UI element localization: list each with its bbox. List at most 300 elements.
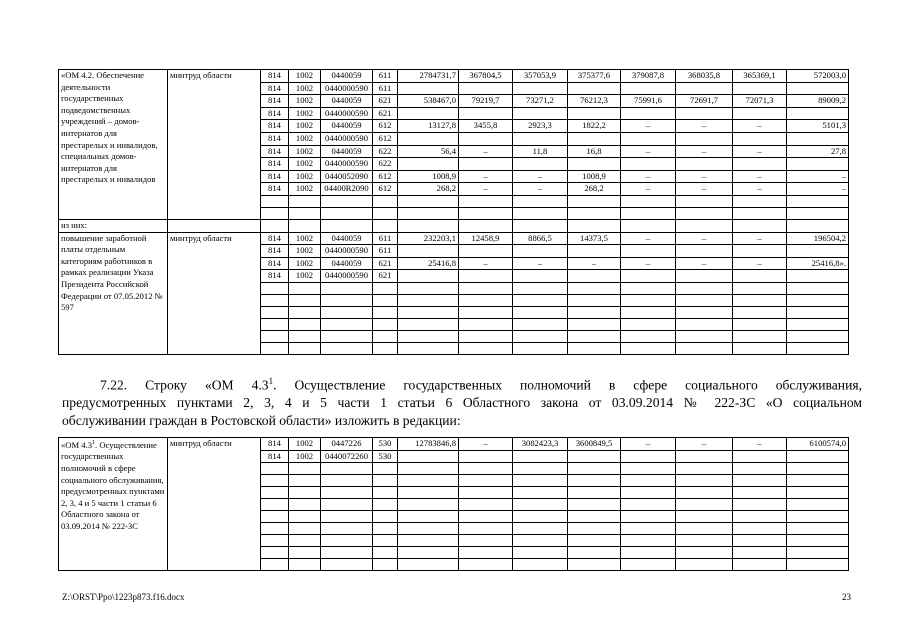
table-cell <box>261 342 289 354</box>
table-cell <box>373 535 398 547</box>
table-cell: 814 <box>261 257 289 270</box>
table-cell: 11,8 <box>513 145 568 158</box>
table-cell: 3600849,5 <box>568 438 621 451</box>
table-cell <box>398 82 459 95</box>
table-cell <box>459 499 513 511</box>
table-cell: – <box>459 170 513 183</box>
table-cell: 268,2 <box>568 183 621 196</box>
table-cell <box>373 330 398 342</box>
table-cell <box>676 195 733 207</box>
of-which-label: из них: <box>59 219 168 232</box>
table-cell <box>568 306 621 318</box>
table-cell <box>459 82 513 95</box>
table-cell: – <box>621 183 676 196</box>
table-cell <box>568 535 621 547</box>
table-cell <box>398 330 459 342</box>
table-cell <box>459 450 513 463</box>
table-row <box>59 232 849 245</box>
table-cell <box>513 158 568 171</box>
table-cell <box>568 487 621 499</box>
table-cell <box>568 107 621 120</box>
table-cell: 75991,6 <box>621 95 676 108</box>
table-cell <box>621 511 676 523</box>
table-cell <box>289 487 321 499</box>
table-cell <box>289 282 321 294</box>
ministry-cell: минтруд области <box>168 232 261 354</box>
table-cell <box>398 487 459 499</box>
table-cell <box>733 158 787 171</box>
table-cell <box>459 547 513 559</box>
table-cell <box>373 487 398 499</box>
table-cell <box>568 282 621 294</box>
table-cell <box>398 559 459 571</box>
table-cell <box>787 559 849 571</box>
table-cell <box>513 475 568 487</box>
table-cell <box>459 219 513 232</box>
table-cell <box>676 219 733 232</box>
table-cell: 3455,8 <box>459 120 513 133</box>
table-cell <box>459 245 513 258</box>
table-cell <box>321 475 373 487</box>
table-cell <box>261 487 289 499</box>
table-cell <box>787 306 849 318</box>
table-cell: 1002 <box>289 257 321 270</box>
paragraph-line-3: обслуживании граждан в Ростовской области» изложить в редакции: <box>62 412 461 428</box>
table-cell <box>621 282 676 294</box>
table-cell <box>261 511 289 523</box>
table-cell <box>513 219 568 232</box>
table-cell: 622 <box>373 145 398 158</box>
table-row <box>59 438 849 451</box>
table-cell: – <box>621 145 676 158</box>
table-cell <box>289 207 321 219</box>
table-cell: 1002 <box>289 82 321 95</box>
table-cell <box>568 342 621 354</box>
table-cell: 1002 <box>289 158 321 171</box>
table-cell <box>787 511 849 523</box>
table-cell <box>398 158 459 171</box>
table-cell <box>676 475 733 487</box>
table-cell <box>568 450 621 463</box>
ministry-cell: минтруд области <box>168 438 261 571</box>
table-cell <box>787 342 849 354</box>
table-cell <box>321 219 373 232</box>
table-cell: 0440072260 <box>321 450 373 463</box>
page-number: 23 <box>842 592 851 602</box>
table-cell: 0440059 <box>321 70 373 83</box>
table-cell <box>676 559 733 571</box>
table-cell <box>289 219 321 232</box>
table-cell <box>321 294 373 306</box>
table-cell <box>676 107 733 120</box>
table-cell <box>459 318 513 330</box>
table-cell <box>621 294 676 306</box>
table-cell <box>621 195 676 207</box>
table-cell <box>568 475 621 487</box>
table-cell: – <box>621 170 676 183</box>
table-cell <box>261 523 289 535</box>
table-cell <box>289 306 321 318</box>
table-cell <box>513 207 568 219</box>
table-cell: 572003,0 <box>787 70 849 83</box>
table-cell: 814 <box>261 158 289 171</box>
table-cell: 12783846,8 <box>398 438 459 451</box>
table-cell <box>289 318 321 330</box>
table-cell <box>676 207 733 219</box>
table-cell <box>289 523 321 535</box>
table-cell: 814 <box>261 132 289 145</box>
table-cell <box>733 547 787 559</box>
table-cell <box>289 342 321 354</box>
table-cell <box>289 499 321 511</box>
table-cell <box>321 306 373 318</box>
table-cell <box>787 294 849 306</box>
table-cell <box>261 207 289 219</box>
table-cell <box>621 450 676 463</box>
table-cell <box>676 499 733 511</box>
table-cell <box>733 306 787 318</box>
table-cell <box>787 207 849 219</box>
table-cell: 612 <box>373 120 398 133</box>
table-cell: 1002 <box>289 183 321 196</box>
table-cell: 1002 <box>289 107 321 120</box>
amendment-paragraph <box>62 373 862 429</box>
budget-table-om42 <box>58 69 849 355</box>
table-cell <box>676 306 733 318</box>
table-cell: 0440052090 <box>321 170 373 183</box>
table-cell: 530 <box>373 438 398 451</box>
table-cell: 814 <box>261 450 289 463</box>
table-cell <box>459 475 513 487</box>
table-cell <box>733 245 787 258</box>
table-cell: – <box>513 170 568 183</box>
table-cell <box>733 107 787 120</box>
table-cell: 1002 <box>289 70 321 83</box>
table-cell <box>787 499 849 511</box>
table-cell <box>373 523 398 535</box>
table-cell <box>261 535 289 547</box>
table-cell: 814 <box>261 183 289 196</box>
table-cell <box>621 107 676 120</box>
table-cell <box>621 499 676 511</box>
table-cell: 814 <box>261 120 289 133</box>
table-cell <box>733 318 787 330</box>
table-cell <box>513 132 568 145</box>
table-cell: 0440059 <box>321 120 373 133</box>
table-cell: 814 <box>261 232 289 245</box>
table-cell <box>733 523 787 535</box>
table-cell <box>398 535 459 547</box>
table-cell <box>513 535 568 547</box>
table-cell: 0440059 <box>321 257 373 270</box>
table-cell <box>787 450 849 463</box>
table-cell: 2784731,7 <box>398 70 459 83</box>
table-cell <box>321 207 373 219</box>
table-cell <box>398 132 459 145</box>
table-cell: – <box>676 232 733 245</box>
table-cell: 14373,5 <box>568 232 621 245</box>
table-cell <box>787 219 849 232</box>
table-row <box>59 219 849 232</box>
table-cell <box>513 523 568 535</box>
table-cell <box>676 245 733 258</box>
table-cell <box>733 535 787 547</box>
table-cell: 1002 <box>289 245 321 258</box>
table-cell <box>321 535 373 547</box>
table-cell <box>261 499 289 511</box>
table-cell: 612 <box>373 170 398 183</box>
table-cell <box>621 330 676 342</box>
table-cell: – <box>459 183 513 196</box>
table-cell <box>289 535 321 547</box>
table-cell <box>787 245 849 258</box>
table-cell <box>373 306 398 318</box>
table-cell: 0440000590 <box>321 132 373 145</box>
table-cell <box>568 207 621 219</box>
table-cell <box>373 499 398 511</box>
table-cell <box>733 330 787 342</box>
table-cell: 0440059 <box>321 95 373 108</box>
table-cell <box>787 535 849 547</box>
table-cell <box>398 219 459 232</box>
table-cell <box>513 499 568 511</box>
table-cell <box>459 158 513 171</box>
table-cell: 621 <box>373 270 398 283</box>
table-cell <box>289 330 321 342</box>
table-cell: 1002 <box>289 95 321 108</box>
table-cell: 538467,0 <box>398 95 459 108</box>
table-cell <box>676 158 733 171</box>
table-cell <box>398 450 459 463</box>
table-cell: 357053,9 <box>513 70 568 83</box>
table-cell: 72071,3 <box>733 95 787 108</box>
table-cell <box>321 511 373 523</box>
table-cell: 27,8 <box>787 145 849 158</box>
table-cell <box>513 511 568 523</box>
table-cell <box>321 195 373 207</box>
table-cell <box>568 559 621 571</box>
table-cell <box>733 450 787 463</box>
table-cell <box>621 559 676 571</box>
table-cell: 611 <box>373 245 398 258</box>
table-cell <box>373 547 398 559</box>
table-cell: 611 <box>373 82 398 95</box>
table-cell <box>261 559 289 571</box>
table-cell: – <box>733 145 787 158</box>
table-cell <box>398 475 459 487</box>
table-cell: 621 <box>373 107 398 120</box>
table-cell: – <box>459 257 513 270</box>
table-cell <box>289 475 321 487</box>
table-cell: 1008,9 <box>398 170 459 183</box>
table-cell <box>398 195 459 207</box>
table-cell: 365369,1 <box>733 70 787 83</box>
table-cell: 814 <box>261 438 289 451</box>
table-cell <box>676 82 733 95</box>
table-cell: 3082423,3 <box>513 438 568 451</box>
table-cell: 56,4 <box>398 145 459 158</box>
table-cell: 622 <box>373 158 398 171</box>
table-cell <box>676 523 733 535</box>
table-cell: – <box>513 257 568 270</box>
table-cell <box>289 294 321 306</box>
table-cell <box>459 107 513 120</box>
table-cell: – <box>459 438 513 451</box>
table-cell <box>398 306 459 318</box>
table-cell: 0440000590 <box>321 107 373 120</box>
table-cell <box>321 463 373 475</box>
table-cell: 6100574,0 <box>787 438 849 451</box>
table-cell <box>621 535 676 547</box>
paragraph-line-1: 7.22. Строку «ОМ $4.3^1$. Осуществление государственных полномочий в сфере социального обслуживания, <box>100 376 862 393</box>
table-cell: 1822,2 <box>568 120 621 133</box>
table-cell <box>373 195 398 207</box>
table-cell <box>459 330 513 342</box>
table-cell <box>513 245 568 258</box>
table-cell: 89009,2 <box>787 95 849 108</box>
table-cell <box>459 487 513 499</box>
table-cell <box>787 132 849 145</box>
table-cell: 0440000590 <box>321 245 373 258</box>
table-cell <box>513 463 568 475</box>
table-cell <box>289 195 321 207</box>
table-cell <box>373 282 398 294</box>
table-cell <box>459 207 513 219</box>
table-cell <box>289 547 321 559</box>
table-cell <box>321 487 373 499</box>
table-cell <box>398 107 459 120</box>
table-cell <box>787 487 849 499</box>
table-cell: – <box>513 183 568 196</box>
table-cell: 25416,8 <box>398 257 459 270</box>
table-cell <box>676 294 733 306</box>
table-cell <box>373 207 398 219</box>
table-cell: 25416,8». <box>787 257 849 270</box>
table-cell <box>787 463 849 475</box>
table-cell <box>568 547 621 559</box>
table-cell <box>513 294 568 306</box>
table-cell <box>373 318 398 330</box>
table-cell <box>787 330 849 342</box>
table-cell <box>513 107 568 120</box>
table-cell: 814 <box>261 70 289 83</box>
table-cell: 1002 <box>289 450 321 463</box>
table-cell <box>621 245 676 258</box>
table-cell <box>568 219 621 232</box>
table-cell <box>398 463 459 475</box>
table-cell <box>676 511 733 523</box>
table-cell <box>513 547 568 559</box>
table-cell <box>568 82 621 95</box>
table-cell <box>261 318 289 330</box>
table-cell <box>733 219 787 232</box>
table-cell: 530 <box>373 450 398 463</box>
table-cell: – <box>733 438 787 451</box>
table-cell: – <box>676 120 733 133</box>
table-cell <box>513 559 568 571</box>
table-cell: 196504,2 <box>787 232 849 245</box>
table-cell <box>787 523 849 535</box>
table-cell <box>568 330 621 342</box>
table-cell: 79219,7 <box>459 95 513 108</box>
table-cell: 1002 <box>289 232 321 245</box>
table-cell <box>676 318 733 330</box>
table-cell <box>676 535 733 547</box>
table-cell <box>621 132 676 145</box>
table-cell <box>459 535 513 547</box>
table-cell <box>568 158 621 171</box>
table-cell <box>676 270 733 283</box>
table-cell <box>261 219 289 232</box>
table-cell <box>513 330 568 342</box>
table-cell: 232203,1 <box>398 232 459 245</box>
table-cell: – <box>676 438 733 451</box>
table-cell <box>568 318 621 330</box>
table-cell: 612 <box>373 183 398 196</box>
table-cell <box>621 547 676 559</box>
table-cell: 13127,8 <box>398 120 459 133</box>
table-cell <box>513 195 568 207</box>
table-cell <box>398 318 459 330</box>
table-cell <box>621 463 676 475</box>
table-cell <box>568 463 621 475</box>
table-cell <box>787 158 849 171</box>
table-cell <box>676 463 733 475</box>
table-cell <box>787 107 849 120</box>
table-cell <box>568 132 621 145</box>
table-cell: 814 <box>261 270 289 283</box>
table-cell <box>459 282 513 294</box>
table-cell <box>733 207 787 219</box>
table-cell <box>513 270 568 283</box>
table-cell <box>398 282 459 294</box>
table-cell <box>568 523 621 535</box>
table-cell <box>168 219 261 232</box>
table-cell: 0440059 <box>321 232 373 245</box>
table-cell: – <box>568 257 621 270</box>
table-cell: – <box>621 438 676 451</box>
table-cell <box>733 132 787 145</box>
table-cell <box>459 132 513 145</box>
table-cell <box>621 523 676 535</box>
table-cell: 16,8 <box>568 145 621 158</box>
table-cell <box>261 463 289 475</box>
table-cell <box>398 547 459 559</box>
table-cell: 1002 <box>289 120 321 133</box>
table-cell <box>621 270 676 283</box>
row-description: «ОМ 4.2. Обеспечение деятельности государственных подведомственных учреждений – домов-интернатов для престарелых и инвалидов, специальных домов-интернатов для престарелых и инвалидов <box>59 70 168 220</box>
table-cell <box>459 342 513 354</box>
table-cell <box>513 82 568 95</box>
table-cell: 8866,5 <box>513 232 568 245</box>
table-cell <box>621 342 676 354</box>
table-cell: 621 <box>373 95 398 108</box>
table-cell <box>373 294 398 306</box>
table-cell <box>568 294 621 306</box>
table-cell: 76212,3 <box>568 95 621 108</box>
table-cell: – <box>676 145 733 158</box>
document-path: Z:\ORST\Ppo\1223p873.f16.docx <box>62 592 185 602</box>
table-cell <box>621 82 676 95</box>
table-cell: 0440000590 <box>321 270 373 283</box>
ministry-cell: минтруд области <box>168 70 261 220</box>
table-cell <box>787 82 849 95</box>
table-cell: 0440000590 <box>321 158 373 171</box>
table-cell <box>787 270 849 283</box>
table-cell <box>621 207 676 219</box>
table-cell: 375377,6 <box>568 70 621 83</box>
table-cell <box>398 523 459 535</box>
